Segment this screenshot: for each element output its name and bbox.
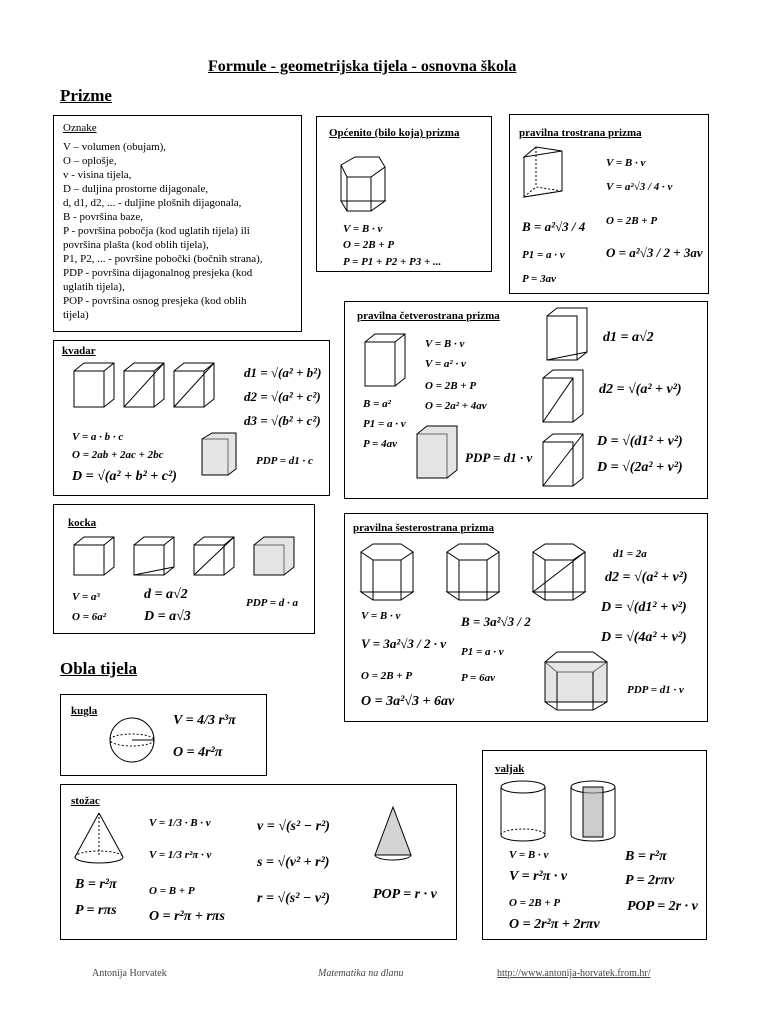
kvadar-figures bbox=[70, 361, 220, 417]
formula: O = 6a² bbox=[72, 611, 107, 623]
formula: PDP = d1 · v bbox=[627, 684, 684, 696]
formula: P = 2rπv bbox=[625, 873, 675, 888]
legend-line: POP - površina osnog presjeka (kod oblih bbox=[63, 295, 247, 307]
formula: POP = r · v bbox=[373, 887, 437, 902]
cone-section-figure bbox=[371, 805, 417, 869]
general-prism-box bbox=[316, 116, 492, 272]
formula: s = √(v² + r²) bbox=[257, 855, 330, 870]
formula: P = rπs bbox=[75, 903, 117, 918]
formula: O = 2B + P bbox=[361, 670, 413, 682]
formula: d1 = 2a bbox=[613, 548, 647, 560]
page-title: Formule - geometrijska tijela - osnovna škola bbox=[208, 58, 517, 75]
formula: O = 2B + P bbox=[606, 215, 658, 227]
kocka-title: kocka bbox=[68, 517, 97, 529]
formula: O = 2a² + 4av bbox=[425, 400, 487, 412]
formula: d3 = √(b² + c²) bbox=[244, 413, 321, 428]
formula: V = a² · v bbox=[425, 358, 466, 370]
sphere-figure bbox=[107, 715, 157, 765]
legend-line: tijela) bbox=[63, 309, 89, 321]
hex-prism-title: pravilna šesterostrana prizma bbox=[353, 522, 494, 534]
formula: B = a² bbox=[363, 398, 391, 410]
section-heading-prizme: Prizme bbox=[60, 86, 112, 105]
formula: O = 4r²π bbox=[173, 745, 223, 760]
formula: V = 3a²√3 / 2 · v bbox=[361, 636, 447, 651]
kvadar-section-figure bbox=[200, 431, 240, 481]
square-prism-title: pravilna četverostrana prizma bbox=[357, 310, 500, 322]
legend-line: B - površina baze, bbox=[63, 211, 144, 223]
formula: V = a³ bbox=[72, 591, 100, 603]
formula: P = 4av bbox=[363, 438, 397, 450]
general-prism-figure bbox=[335, 153, 395, 213]
legend-line: uglatih tijela), bbox=[63, 281, 125, 293]
formula: O = 2B + P bbox=[509, 897, 561, 909]
stozac-title: stožac bbox=[71, 795, 100, 807]
formula: V = B · v bbox=[606, 157, 646, 169]
formula: O = 2B + P bbox=[425, 380, 477, 392]
cone-figure bbox=[73, 811, 125, 867]
formula: r = √(s² − v²) bbox=[257, 891, 330, 906]
formula: O = a²√3 / 2 + 3av bbox=[606, 245, 703, 260]
formula: V = B · v bbox=[343, 223, 383, 235]
legend-line: P1, P2, ... - površine pobočki (bočnih strana), bbox=[63, 253, 263, 265]
formula: D = a√3 bbox=[144, 609, 191, 624]
formula: V = a · b · c bbox=[72, 431, 124, 443]
formula: P1 = a · v bbox=[363, 418, 406, 430]
formula: D = √(d1² + v²) bbox=[601, 600, 687, 615]
formula: V = r²π · v bbox=[509, 869, 568, 884]
square-prism-figure-d2 bbox=[541, 368, 587, 424]
legend-line: v - visina tijela, bbox=[63, 169, 132, 181]
square-prism-box bbox=[344, 301, 708, 499]
legend-line: površina plašta (kod oblih tijela), bbox=[63, 239, 209, 251]
kugla-title: kugla bbox=[71, 705, 98, 717]
stozac-box bbox=[60, 784, 457, 940]
footer-author: Antonija Horvatek bbox=[92, 968, 167, 979]
formula: B = r²π bbox=[75, 877, 117, 892]
square-prism-figure-d1 bbox=[545, 306, 591, 362]
formula: P1 = a · v bbox=[461, 646, 504, 658]
formula: d2 = √(a² + c²) bbox=[244, 389, 321, 404]
legend-line: O – oplošje, bbox=[63, 155, 117, 167]
formula: P1 = a · v bbox=[522, 249, 565, 261]
formula: v = √(s² − r²) bbox=[257, 819, 330, 834]
legend-list bbox=[63, 140, 263, 322]
formula: PDP = d1 · c bbox=[256, 455, 313, 467]
kugla-box bbox=[60, 694, 267, 776]
kocka-box bbox=[53, 504, 315, 634]
formula: V = 1/3 r²π · v bbox=[149, 849, 212, 861]
formula: B = a²√3 / 4 bbox=[522, 219, 586, 234]
footer-center: Matematika na dlanu bbox=[318, 968, 404, 979]
formula: PDP = d1 · v bbox=[465, 450, 533, 465]
formula: D = √(2a² + v²) bbox=[597, 460, 683, 475]
formula: D = √(a² + b² + c²) bbox=[72, 469, 177, 484]
triangular-prism-title: pravilna trostrana prizma bbox=[519, 127, 642, 139]
formula: d2 = √(a² + v²) bbox=[599, 382, 682, 397]
formula: V = B · v bbox=[425, 338, 465, 350]
kvadar-title: kvadar bbox=[62, 345, 96, 357]
formula: d2 = √(a² + v²) bbox=[605, 570, 688, 585]
hex-prism-figures bbox=[357, 540, 607, 602]
triangular-prism-figure bbox=[522, 145, 572, 205]
formula: B = r²π bbox=[625, 849, 667, 864]
formula: D = √(d1² + v²) bbox=[597, 434, 683, 449]
formula: V = B · v bbox=[361, 610, 401, 622]
formula: O = 2ab + 2ac + 2bc bbox=[72, 449, 164, 461]
square-prism-figure bbox=[363, 332, 409, 388]
cylinder-figures bbox=[499, 779, 623, 845]
formula: D = √(4a² + v²) bbox=[601, 630, 687, 645]
valjak-box bbox=[482, 750, 707, 940]
formula: O = B + P bbox=[149, 885, 195, 897]
legend-line: PDP - površina dijagonalnog presjeka (kod bbox=[63, 267, 253, 279]
legend-line: D – duljina prostorne dijagonale, bbox=[63, 183, 209, 195]
section-heading-obla-tijela: Obla tijela bbox=[60, 659, 137, 678]
formula: P = 3av bbox=[522, 273, 556, 285]
general-prism-title: Općenito (bilo koja) prizma bbox=[329, 127, 460, 139]
formula: P = 6av bbox=[461, 672, 495, 684]
formula: d1 = a√2 bbox=[603, 330, 654, 345]
formula: O = 2B + P bbox=[343, 239, 395, 251]
legend-box bbox=[53, 115, 302, 332]
legend-title: Oznake bbox=[63, 122, 97, 134]
formula: O = r²π + rπs bbox=[149, 909, 225, 924]
hex-prism-box bbox=[344, 513, 708, 722]
legend-line: P - površina pobočja (kod uglatih tijela) ili bbox=[63, 225, 250, 237]
legend-line: V – volumen (obujam), bbox=[63, 141, 167, 153]
formula: V = a²√3 / 4 · v bbox=[606, 181, 673, 193]
formula: O = 2r²π + 2rπv bbox=[509, 917, 600, 932]
valjak-title: valjak bbox=[495, 763, 525, 775]
formula: PDP = d · a bbox=[246, 597, 298, 609]
triangular-prism-box bbox=[509, 114, 709, 294]
square-prism-figure-D bbox=[541, 432, 587, 488]
formula: d = a√2 bbox=[144, 587, 188, 602]
square-prism-section-figure bbox=[415, 424, 461, 480]
hex-prism-section-figure bbox=[541, 648, 613, 714]
kocka-figures bbox=[72, 535, 302, 581]
formula: V = 4/3 r³π bbox=[173, 713, 236, 728]
footer-url[interactable]: http://www.antonija-horvatek.from.hr/ bbox=[497, 968, 651, 979]
formula: V = B · v bbox=[509, 849, 549, 861]
formula: O = 3a²√3 + 6av bbox=[361, 694, 455, 709]
formula: V = 1/3 · B · v bbox=[149, 817, 211, 829]
legend-line: d, d1, d2, ... - duljine plošnih dijagonala, bbox=[63, 197, 242, 209]
formula: P = P1 + P2 + P3 + ... bbox=[343, 256, 442, 268]
formula: POP = 2r · v bbox=[627, 899, 698, 914]
kvadar-box bbox=[53, 340, 330, 496]
formula: d1 = √(a² + b²) bbox=[244, 365, 322, 380]
formula: B = 3a²√3 / 2 bbox=[461, 614, 531, 629]
